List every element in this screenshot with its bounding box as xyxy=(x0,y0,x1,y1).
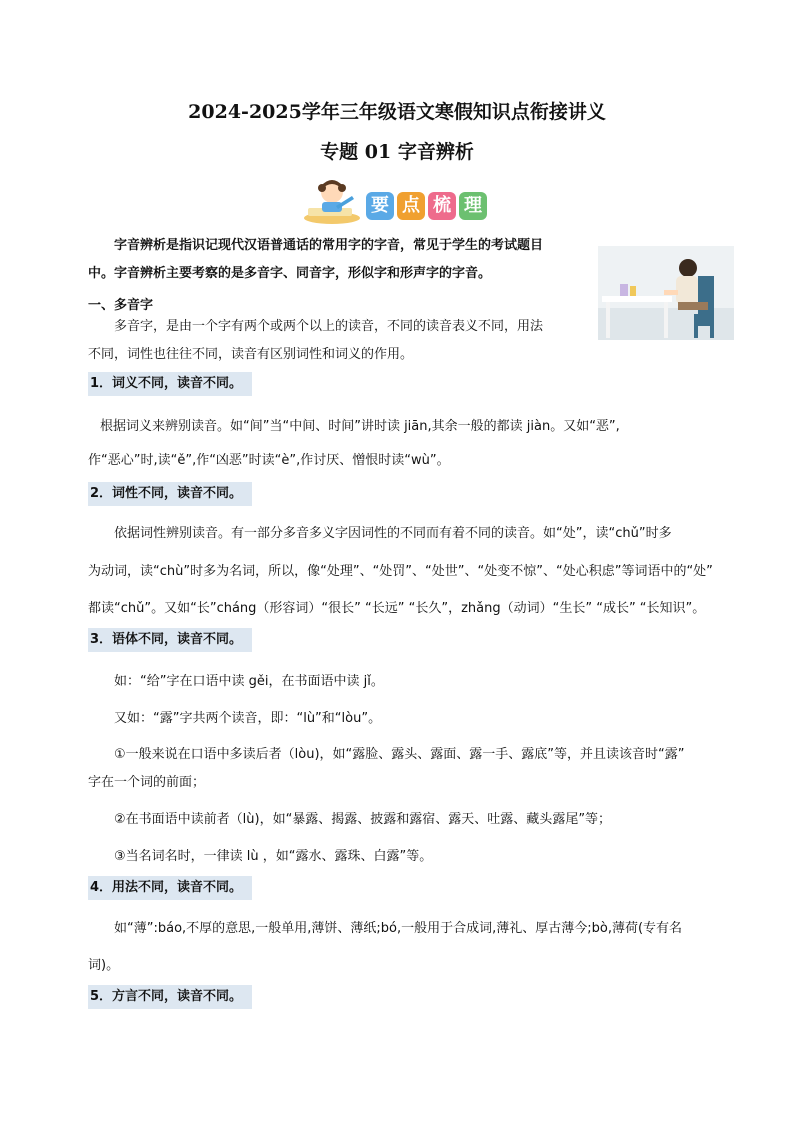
sub2-line-2: 为动词，读“chù”时多为名词，所以，像“处理”、“处罚”、“处世”、“处变不惊”、“处心积虑”等词语中的“处” xyxy=(88,564,713,579)
sub3-line-5: ②在书面语中读前者（lù)，如“暴露、揭露、披露和露宿、露天、吐露、藏头露尾”等； xyxy=(114,812,612,827)
sub1-line-2: 作“恶心”时,读“ě”,作“凶恶”时读“è”,作讨厌、憎恨时读“wù”。 xyxy=(88,453,450,468)
sub3-line-6: ③当名词名时，一律读 lù ，如“露水、露珠、白露”等。 xyxy=(114,849,433,864)
sub1-line-1: 根据词义来辨别读音。如“间”当“中间、时间”讲时读 jiān,其余一般的都读 jiàn。又如“恶”, xyxy=(100,419,620,434)
subheading-4: 4．用法不同，读音不同。 xyxy=(88,876,252,900)
sub2-line-3: 都读“chǔ”。又如“长”cháng（形容词）“很长” “长远” “长久”，zhǎng（动词）“生长” “成长” “长知识”。 xyxy=(88,601,706,616)
intro-line-2: 中。字音辨析主要考察的是多音字、同音字，形似字和形声字的字音。 xyxy=(88,266,492,281)
key-points-banner xyxy=(302,178,492,224)
sub3-line-4: 字在一个词的前面； xyxy=(88,775,206,790)
banner-tile-4: 理 xyxy=(459,192,487,220)
section-para-1: 多音字，是由一个字有两个或两个以上的读音，不同的读音表义不同，用法 xyxy=(114,319,544,334)
sub4-line-1: 如“薄”:báo,不厚的意思,一般单用,薄饼、薄纸;bó,一般用于合成词,薄礼、厚古薄今;bò,薄荷(专有名 xyxy=(114,921,683,936)
girl-studying-photo xyxy=(598,246,734,340)
sub3-line-3: ①一般来说在口语中多读后者（lòu)，如“露脸、露头、露面、露一手、露底”等，并且读该音时“露” xyxy=(114,747,685,762)
intro-line-1: 字音辨析是指识记现代汉语普通话的常用字的字音，常见于学生的考试题目 xyxy=(114,238,544,253)
sub3-line-2: 又如：“露”字共两个读音，即：“lù”和“lòu”。 xyxy=(114,711,382,726)
subheading-2: 2．词性不同，读音不同。 xyxy=(88,482,252,506)
banner-tile-1: 要 xyxy=(366,192,394,220)
banner-tile-2: 点 xyxy=(397,192,425,220)
topic-title: 专题 01 字音辨析 xyxy=(320,141,474,163)
document-title: 2024-2025学年三年级语文寒假知识点衔接讲义 xyxy=(188,101,606,123)
section-heading-polyphones: 一、多音字 xyxy=(88,298,154,313)
student-reading-icon xyxy=(302,178,362,224)
sub4-line-2: 词)。 xyxy=(88,958,120,973)
subheading-5: 5．方言不同，读音不同。 xyxy=(88,985,252,1009)
subheading-3: 3．语体不同，读音不同。 xyxy=(88,628,252,652)
subheading-1: 1．词义不同，读音不同。 xyxy=(88,372,252,396)
sub2-line-1: 依据词性辨别读音。有一部分多音多义字因词性的不同而有着不同的读音。如“处”，读“chǔ”时多 xyxy=(114,526,672,541)
banner-tile-3: 梳 xyxy=(428,192,456,220)
section-para-2: 不同，词性也往往不同，读音有区别词性和词义的作用。 xyxy=(88,347,414,362)
sub3-line-1: 如：“给”字在口语中读 gěi，在书面语中读 jǐ。 xyxy=(114,674,384,689)
